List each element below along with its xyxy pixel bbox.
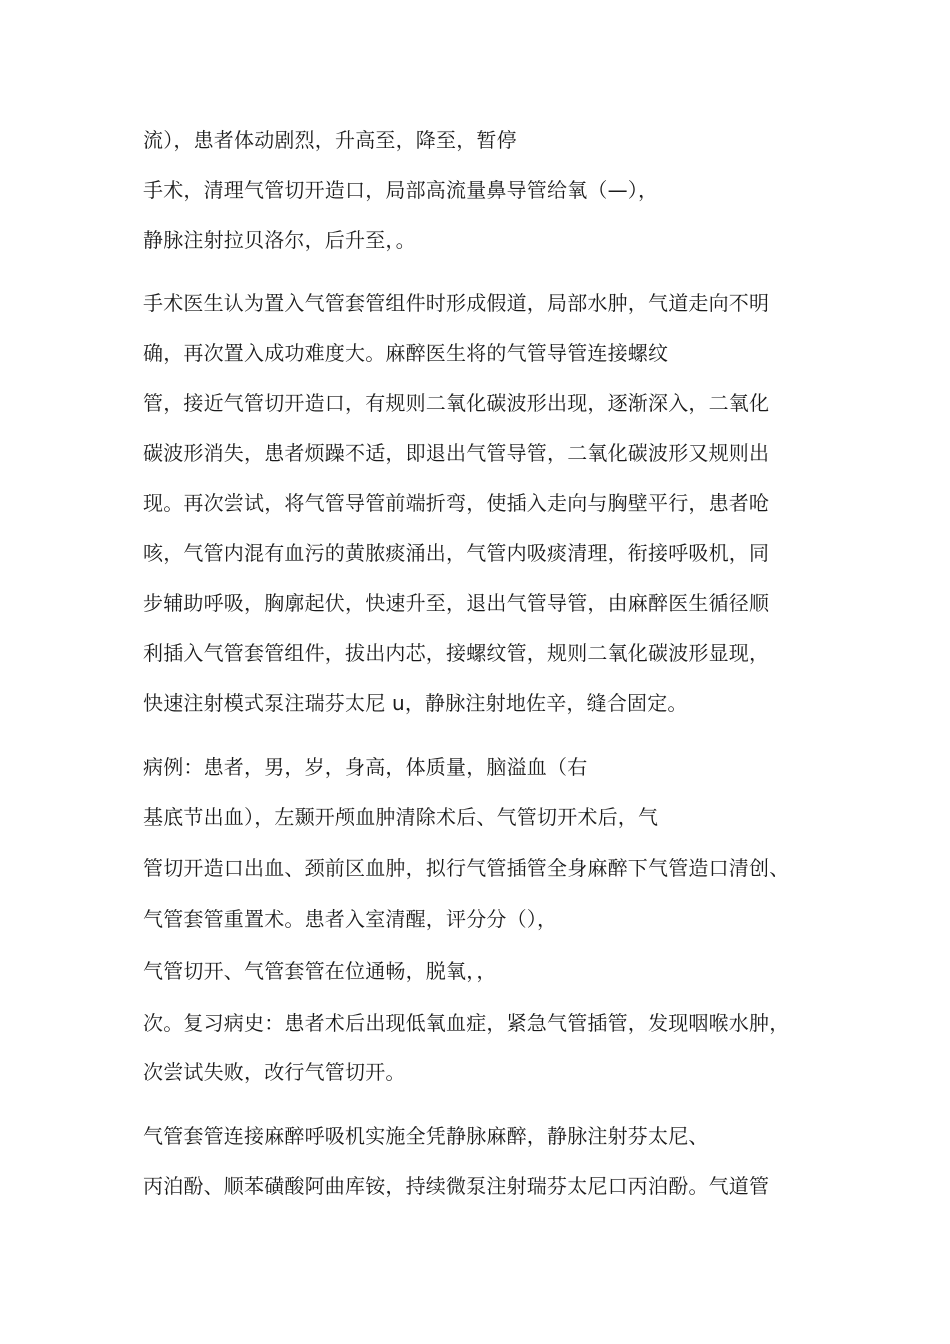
text-line: 碳波形消失，患者烦躁不适，即退出气管导管，二氧化碳波形又规则出 bbox=[143, 441, 770, 465]
text-line: 次尝试失败，改行气管切开。 bbox=[143, 1060, 406, 1084]
text-line: 利插入气管套管组件，拔出内芯，接螺纹管，规则二氧化碳波形显现， bbox=[143, 641, 770, 665]
text-line: 手术，清理气管切开造口，局部高流量鼻导管给氧（—）， bbox=[143, 178, 659, 202]
text-line: 静脉注射拉贝洛尔，后升至，。 bbox=[143, 228, 416, 252]
text-line: 手术医生认为置入气管套管组件时形成假道，局部水肿，气道走向不明 bbox=[143, 291, 770, 315]
text-line: 次。复习病史：患者术后出现低氧血症，紧急气管插管，发现咽喉水肿， bbox=[143, 1011, 790, 1035]
text-line: 气管切开、气管套管在位通畅，脱氧，， bbox=[143, 959, 497, 983]
text-line: 流），患者体动剧烈，升高至，降至，暂停 bbox=[143, 128, 517, 152]
text-line: 丙泊酚、顺苯磺酸阿曲库铵，持续微泵注射瑞芬太尼口丙泊酚。气道管 bbox=[143, 1174, 770, 1198]
text-line: 确，再次置入成功难度大。麻醉医生将的气管导管连接螺纹 bbox=[143, 341, 669, 365]
text-line: 快速注射模式泵注瑞芬太尼 u，静脉注射地佐辛，缝合固定。 bbox=[143, 691, 688, 715]
text-line: 现。再次尝试，将气管导管前端折弯，使插入走向与胸壁平行，患者呛 bbox=[143, 491, 770, 515]
text-line: 咳，气管内混有血污的黄脓痰涌出，气管内吸痰清理，衔接呼吸机，同 bbox=[143, 541, 770, 565]
text-line: 病例：患者，男，岁，身高，体质量，脑溢血（右 bbox=[143, 755, 588, 779]
text-line: 气管套管重置术。患者入室清醒，评分分（）， bbox=[143, 907, 558, 931]
text-line: 步辅助呼吸，胸廓起伏，快速升至，退出气管导管，由麻醉医生循径顺 bbox=[143, 591, 770, 615]
text-line: 管切开造口出血、颈前区血肿，拟行气管插管全身麻醉下气管造口清创、 bbox=[143, 856, 790, 880]
text-line: 管，接近气管切开造口，有规则二氧化碳波形出现，逐渐深入，二氧化 bbox=[143, 391, 770, 415]
text-line: 气管套管连接麻醉呼吸机实施全凭静脉麻醉，静脉注射芬太尼、 bbox=[143, 1124, 709, 1148]
text-line: 基底节出血），左颞开颅血肿清除术后、气管切开术后，气 bbox=[143, 805, 659, 829]
